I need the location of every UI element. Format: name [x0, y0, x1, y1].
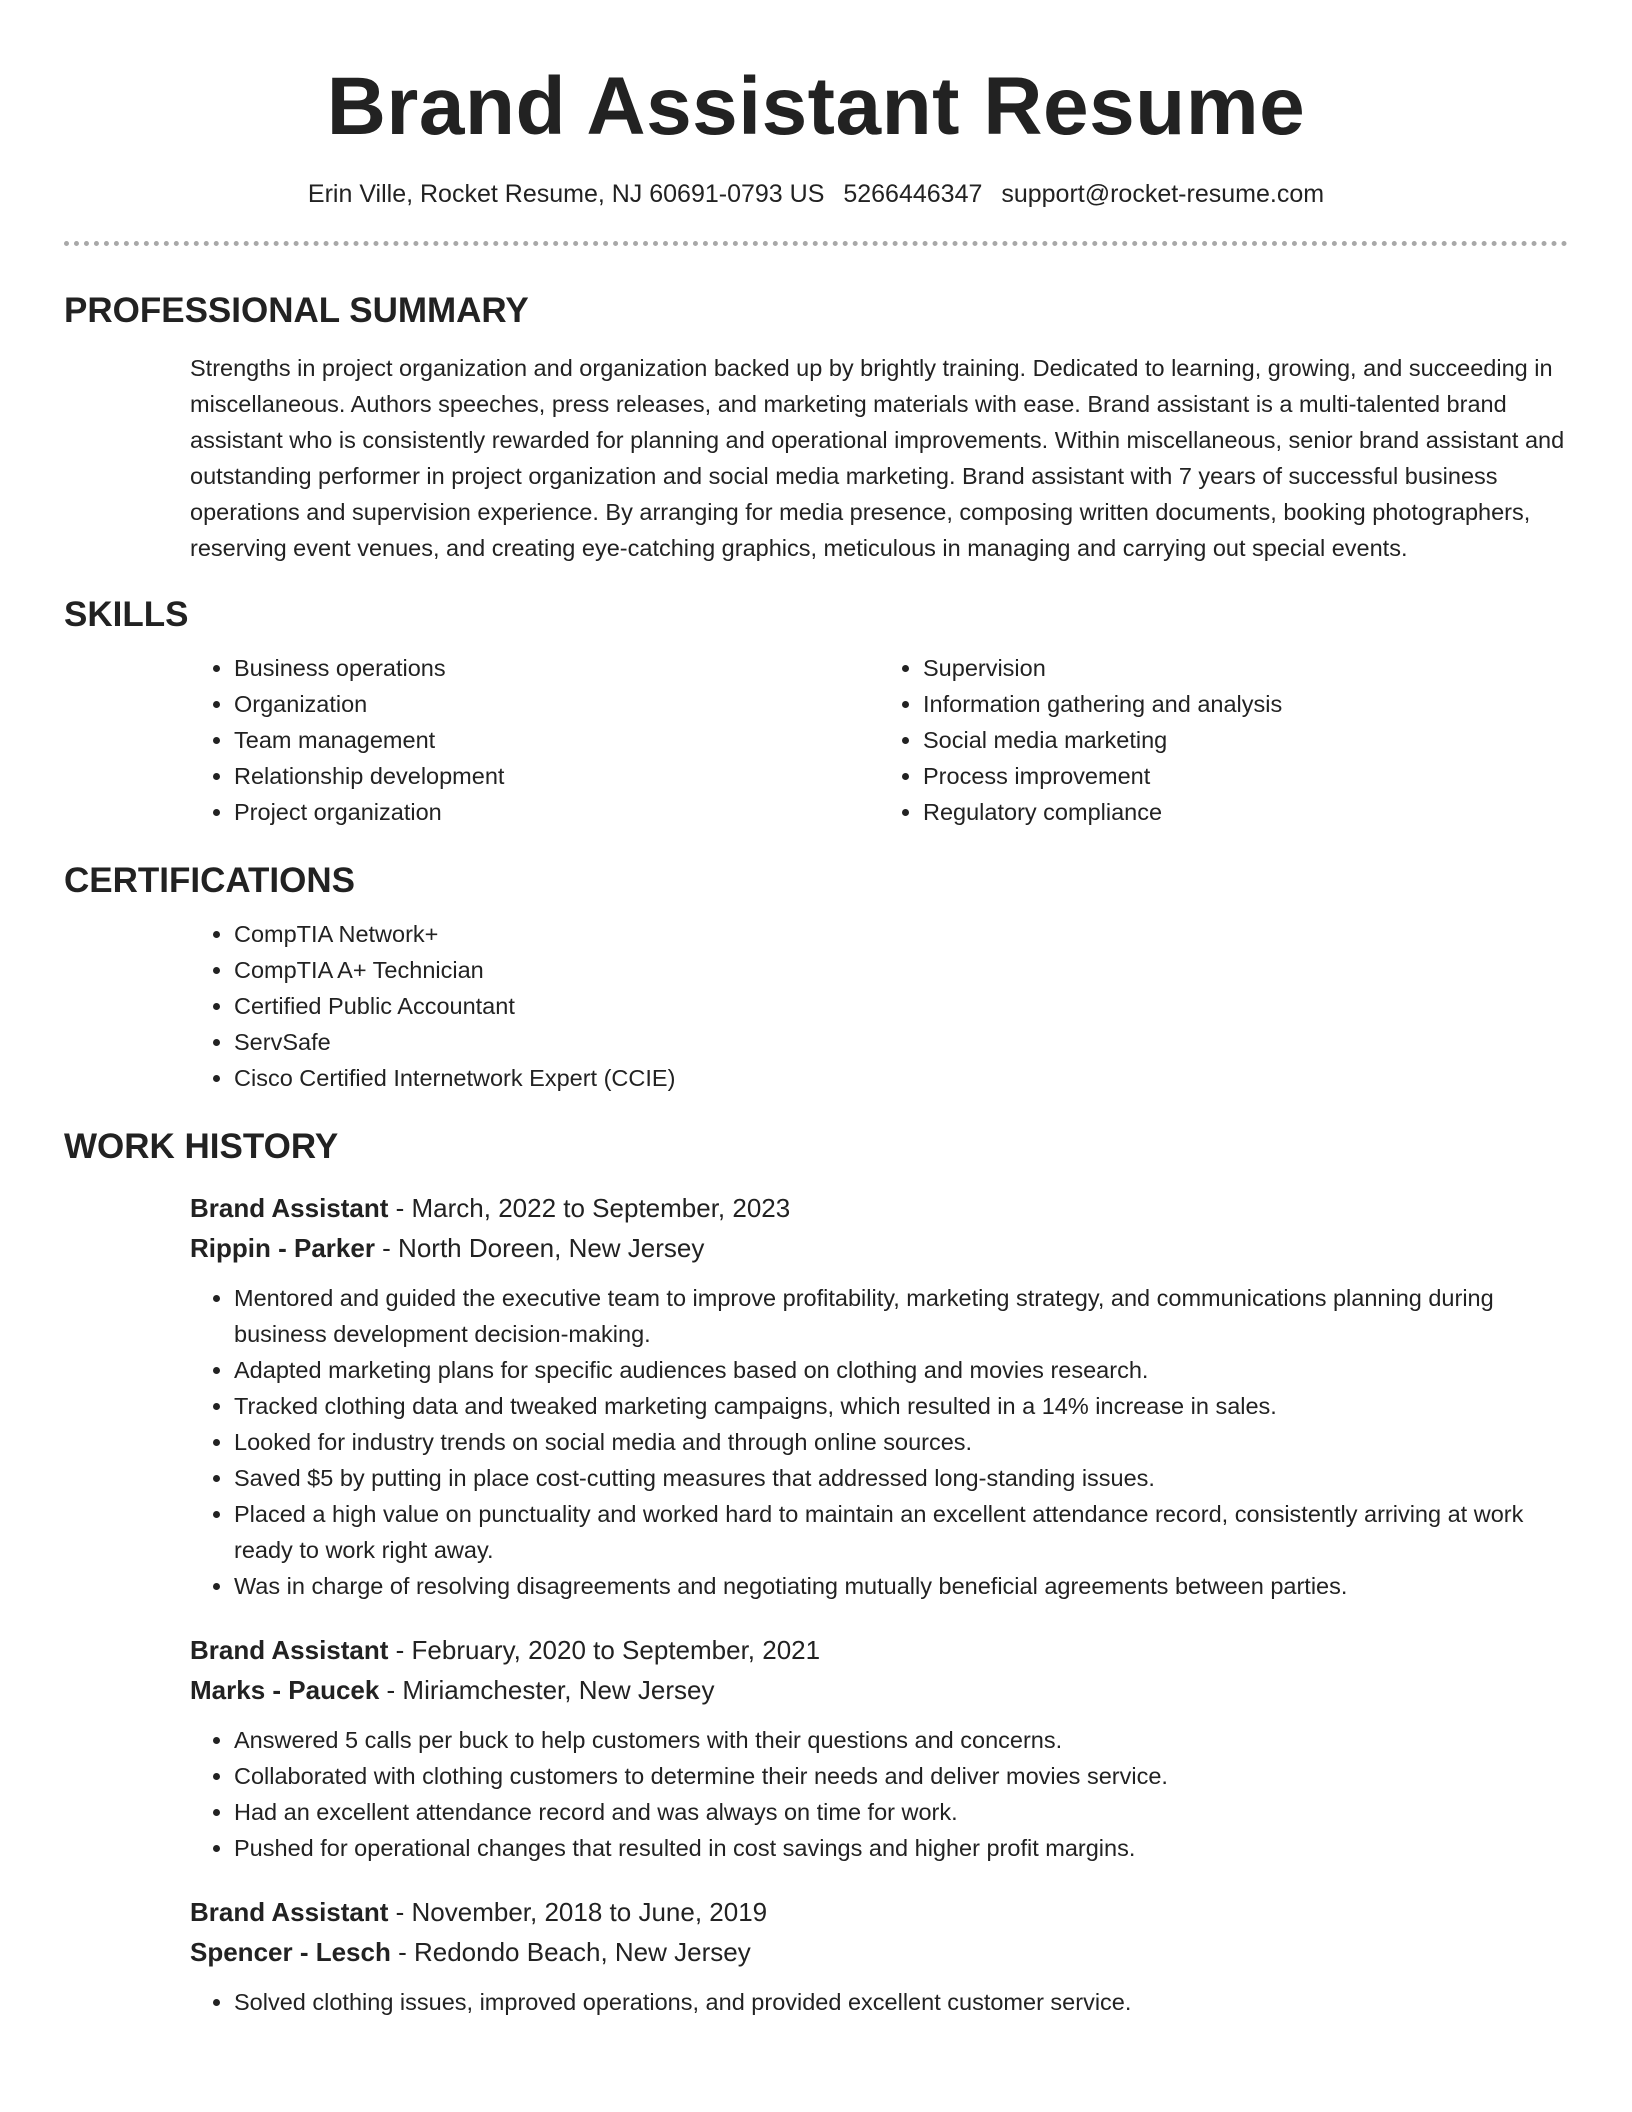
certifications-section	[64, 860, 1568, 1096]
job-bullets	[190, 1280, 1568, 1604]
skill-item: • Team management	[234, 722, 879, 758]
resume-title: Brand Assistant Resume	[326, 61, 1306, 152]
skill-item: • Business operations	[234, 650, 879, 686]
job-bullet: • Tracked clothing data and tweaked marketing campaigns, which resulted in a 14% increase in sales.	[234, 1388, 1568, 1424]
job-location: - Miriamchester, New Jersey	[379, 1674, 715, 1705]
contact-phone: 5266446347	[843, 180, 983, 209]
job-bullet: • Had an excellent attendance record and was always on time for work.	[234, 1794, 1568, 1830]
job-location: - North Doreen, New Jersey	[374, 1232, 705, 1263]
summary-section	[64, 290, 1568, 566]
job-bullet: • Placed a high value on punctuality and worked hard to maintain an excellent attendance record, consistently arriving at work ready to work right away.	[234, 1496, 1568, 1568]
job-bullet: • Solved clothing issues, improved operations, and provided excellent customer service.	[234, 1984, 1568, 2020]
job-title-line	[190, 1892, 1568, 1932]
skills-heading: SKILLS	[64, 594, 189, 634]
skills-section	[64, 594, 1568, 830]
job-company: Rippin - Parker	[190, 1232, 375, 1263]
job-bullet: • Pushed for operational changes that resulted in cost savings and higher profit margins.	[234, 1830, 1568, 1866]
skills-columns	[190, 650, 1568, 830]
job-title: Brand Assistant	[190, 1192, 389, 1223]
job-bullet: • Adapted marketing plans for specific audiences based on clothing and movies research.	[234, 1352, 1568, 1388]
job-bullet: • Looked for industry trends on social media and through online sources.	[234, 1424, 1568, 1460]
certification-item: • Cisco Certified Internetwork Expert (CCIE)	[234, 1060, 1568, 1096]
skill-item: • Organization	[234, 686, 879, 722]
job-company-line	[190, 1228, 1568, 1268]
job-title-line	[190, 1630, 1568, 1670]
summary-text: Strengths in project organization and organization backed up by brightly training. Dedicated to learning, growing, and succeeding in miscellaneous. Authors speeches, press releases, and marketing materials with ease. Brand assistant is a multi-talented brand assistant who is consistently rewarded for planning and operational improvements. Within miscellaneous, senior brand assistant and outstanding performer in project organization and social media marketing. Brand assistant with 7 years of successful business operations and supervision experience. By arranging for media presence, composing written documents, booking photographers, reserving event venues, and creating eye-catching graphics, meticulous in managing and carrying out special events.	[190, 354, 1565, 561]
skill-item: • Information gathering and analysis	[923, 686, 1568, 722]
job-company-line	[190, 1670, 1568, 1710]
job-bullet: • Mentored and guided the executive team to improve profitability, marketing strategy, and communications planning during business development decision-making.	[234, 1280, 1568, 1352]
job-dates: - February, 2020 to September, 2021	[388, 1634, 821, 1665]
job-entry	[190, 1630, 1568, 1866]
certification-item: • ServSafe	[234, 1024, 1568, 1060]
job-dates: - November, 2018 to June, 2019	[388, 1896, 768, 1927]
job-company-line	[190, 1932, 1568, 1972]
skill-item: • Relationship development	[234, 758, 879, 794]
job-title-line	[190, 1188, 1568, 1228]
job-bullet: • Was in charge of resolving disagreements and negotiating mutually beneficial agreements between parties.	[234, 1568, 1568, 1604]
skill-item: • Process improvement	[923, 758, 1568, 794]
certifications-heading: CERTIFICATIONS	[64, 860, 356, 900]
skill-item: • Regulatory compliance	[923, 794, 1568, 830]
job-dates: - March, 2022 to September, 2023	[388, 1192, 791, 1223]
skill-item: • Supervision	[923, 650, 1568, 686]
certification-item: • Certified Public Accountant	[234, 988, 1568, 1024]
summary-heading: PROFESSIONAL SUMMARY	[64, 290, 529, 330]
job-bullet: • Collaborated with clothing customers to determine their needs and deliver movies service.	[234, 1758, 1568, 1794]
certifications-list	[190, 916, 1568, 1096]
skills-list-left	[190, 650, 879, 830]
skills-list-right	[879, 650, 1568, 830]
job-company: Spencer - Lesch	[190, 1936, 391, 1967]
job-bullet: • Answered 5 calls per buck to help customers with their questions and concerns.	[234, 1722, 1568, 1758]
skill-item: • Project organization	[234, 794, 879, 830]
certification-item: • CompTIA A+ Technician	[234, 952, 1568, 988]
job-bullets	[190, 1722, 1568, 1866]
job-bullet: • Saved $5 by putting in place cost-cutting measures that addressed long-standing issues.	[234, 1460, 1568, 1496]
skill-item: • Social media marketing	[923, 722, 1568, 758]
certification-item: • CompTIA Network+	[234, 916, 1568, 952]
contact-line	[64, 178, 1568, 211]
job-entry	[190, 1892, 1568, 2020]
contact-address: Erin Ville, Rocket Resume, NJ 60691-0793 US	[307, 180, 825, 209]
job-location: - Redondo Beach, New Jersey	[390, 1936, 751, 1967]
work-history-section	[64, 1126, 1568, 2020]
job-title: Brand Assistant	[190, 1896, 389, 1927]
job-entry	[190, 1188, 1568, 1604]
header-divider	[64, 241, 1568, 246]
job-company: Marks - Paucek	[190, 1674, 380, 1705]
job-title: Brand Assistant	[190, 1634, 389, 1665]
job-bullets	[190, 1984, 1568, 2020]
contact-email: support@rocket-resume.com	[1001, 180, 1325, 209]
work-history-heading: WORK HISTORY	[64, 1126, 339, 1166]
resume-page	[64, 0, 1568, 2020]
